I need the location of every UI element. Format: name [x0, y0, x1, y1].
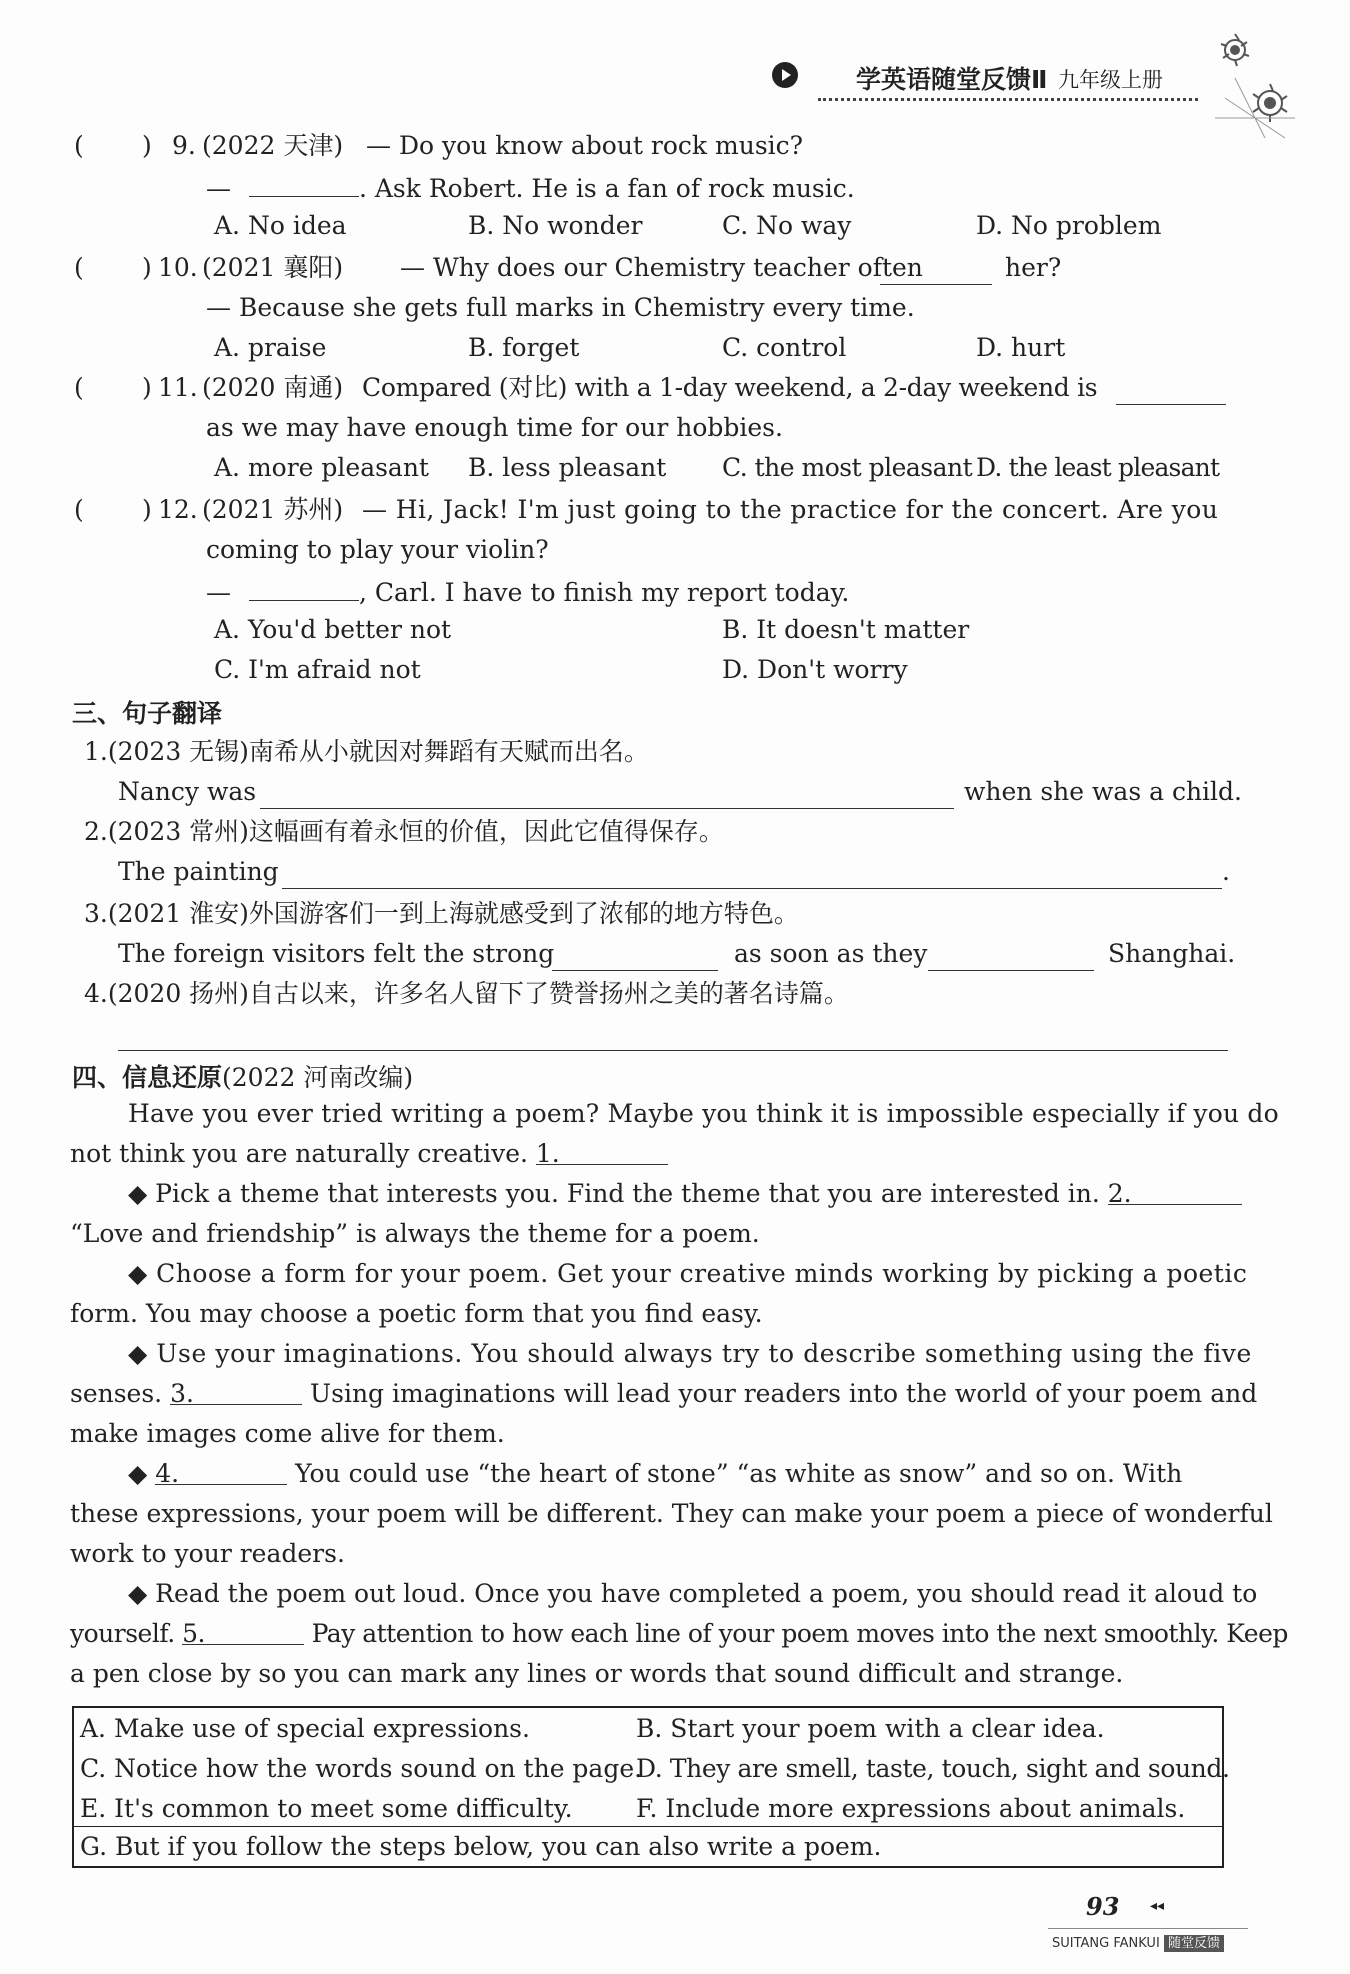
- s4-p6-line2: [70, 1618, 1288, 1650]
- q10-number: 10.: [158, 253, 198, 282]
- s4-p6-text-pre: yourself.: [70, 1619, 175, 1648]
- s4-blank-2-number: 2.: [1107, 1179, 1132, 1208]
- s4-p1-text: not think you are naturally creative.: [70, 1139, 528, 1168]
- s3-q1-suffix: when she was a child.: [964, 777, 1242, 806]
- s4-p2-line2: “Love and friendship” is always the theme for a poem.: [70, 1219, 760, 1248]
- section4-source: (2022 河南改编): [222, 1063, 414, 1092]
- header-divider: [818, 98, 1198, 101]
- s4-p3-line1: ◆ Choose a form for your poem. Get your creative minds working by picking a poetic: [128, 1259, 1248, 1288]
- s3-q3-answer-blank-2[interactable]: [928, 944, 1094, 971]
- q11-line2: as we may have enough time for our hobbies.: [206, 413, 783, 442]
- q12-source: (2021 苏州): [202, 495, 344, 524]
- q12-option-c: C. I'm afraid not: [214, 655, 421, 684]
- q9-source: (2022 天津): [202, 131, 344, 160]
- option-g: G. But if you follow the steps below, you can also write a poem.: [80, 1832, 882, 1861]
- q11-answer-blank[interactable]: [1116, 378, 1226, 405]
- q10-stem-after: her?: [1005, 253, 1062, 282]
- q9-option-b: B. No wonder: [468, 211, 643, 240]
- q11-source: (2020 南通): [202, 373, 344, 402]
- s3-q3-answer-blank-1[interactable]: [552, 944, 718, 971]
- s3-q3: 3.(2021 淮安)外国游客们一到上海就感受到了浓郁的地方特色。: [84, 899, 799, 928]
- q12-line3-text: , Carl. I have to finish my report today.: [358, 578, 850, 607]
- s4-p4-line3: make images come alive for them.: [70, 1419, 505, 1448]
- s3-q4-answer-blank[interactable]: [118, 1024, 1228, 1051]
- q10-option-d: D. hurt: [976, 333, 1066, 362]
- s3-q4: 4.(2020 扬州)自古以来，许多名人留下了赞誉扬州之美的著名诗篇。: [84, 979, 849, 1008]
- s3-q3-prefix: The foreign visitors felt the strong: [118, 939, 555, 968]
- q12-bracket-close: ): [142, 495, 152, 524]
- s3-q1: 1.(2023 无锡)南希从小就因对舞蹈有天赋而出名。: [84, 737, 649, 766]
- s4-p1-line1: Have you ever tried writing a poem? Maybe you think it is impossible especially if you do: [128, 1099, 1279, 1128]
- section4-heading: [72, 1058, 413, 1094]
- option-c: C. Notice how the words sound on the page.: [80, 1754, 643, 1783]
- footer-divider: [1048, 1928, 1248, 1929]
- q9-number: 9.: [172, 131, 196, 160]
- page-number: 93: [1086, 1892, 1120, 1921]
- q9-option-a: A. No idea: [214, 211, 347, 240]
- s3-q3-middle: as soon as they: [734, 939, 928, 968]
- s4-p5-text: You could use “the heart of stone” “as white as snow” and so on. With: [295, 1459, 1183, 1488]
- q11-stem: Compared (对比) with a 1-day weekend, a 2-day weekend is: [362, 373, 1098, 402]
- footer-badge: 随堂反馈: [1164, 1935, 1224, 1952]
- q12-option-d: D. Don't worry: [722, 655, 908, 684]
- q11-bracket-close: ): [142, 373, 152, 402]
- q10-bracket-open: (: [74, 253, 84, 282]
- s4-blank-5-number: 5.: [182, 1619, 205, 1648]
- decor-flower-icon: [1195, 18, 1305, 152]
- q9-line2-text: . Ask Robert. He is a fan of rock music.: [358, 174, 855, 203]
- options-box-divider: [74, 1826, 1222, 1827]
- q9-option-d: D. No problem: [976, 211, 1162, 240]
- footer-brand: [1052, 1932, 1224, 1951]
- q10-bracket-close: ): [142, 253, 152, 282]
- q9-bracket-open: (: [74, 131, 84, 160]
- q10-stem: — Why does our Chemistry teacher often: [400, 253, 923, 282]
- s3-q1-prefix: Nancy was: [118, 777, 257, 806]
- s3-q2-suffix: .: [1222, 857, 1230, 886]
- s3-q2-answer-blank[interactable]: [282, 862, 1222, 889]
- header-title: 学英语随堂反馈Ⅱ: [856, 65, 1048, 94]
- s3-q3-suffix: Shanghai.: [1108, 939, 1236, 968]
- q10-line2: — Because she gets full marks in Chemistry every time.: [206, 293, 915, 322]
- q12-line3: [206, 574, 849, 609]
- q11-option-a: A. more pleasant: [214, 453, 429, 482]
- q12-option-b: B. It doesn't matter: [722, 615, 970, 644]
- q12-line2: coming to play your violin?: [206, 535, 549, 564]
- s4-p5-line2: these expressions, your poem will be different. They can make your poem a piece of wonderful: [70, 1499, 1273, 1528]
- options-box: [72, 1706, 1230, 1868]
- q12-dash: —: [206, 578, 231, 607]
- q9-answer-blank[interactable]: [249, 170, 359, 197]
- s4-blank-4-number: 4.: [155, 1459, 180, 1488]
- s4-p2-line1: [128, 1178, 1242, 1210]
- s3-q2-prefix: The painting: [118, 857, 279, 886]
- q12-answer-blank[interactable]: [249, 574, 359, 601]
- header-subtitle: 九年级上册: [1058, 68, 1163, 92]
- q10-source: (2021 襄阳): [202, 253, 344, 282]
- s4-p6-line3: a pen close by so you can mark any lines or words that sound difficult and strange.: [70, 1659, 1124, 1688]
- s4-p1-line2: [70, 1138, 668, 1170]
- q9-bracket-close: ): [142, 131, 152, 160]
- s4-blank-2[interactable]: [1107, 1178, 1242, 1208]
- section4-title: 四、信息还原: [72, 1063, 223, 1092]
- q11-bracket-open: (: [74, 373, 84, 402]
- q9-option-c: C. No way: [722, 211, 852, 240]
- q11-option-d: D. the least pleasant: [976, 453, 1220, 482]
- s4-p5-line1: [128, 1458, 1182, 1490]
- option-a: A. Make use of special expressions.: [80, 1714, 530, 1743]
- q9-stem: — Do you know about rock music?: [366, 131, 804, 160]
- arrows-icon: ◂◂: [1150, 1898, 1165, 1914]
- q10-option-a: A. praise: [214, 333, 327, 362]
- s4-blank-4[interactable]: [155, 1458, 287, 1488]
- s4-p4-line1: ◆ Use your imaginations. You should always try to describe something using the five: [128, 1339, 1252, 1368]
- s4-blank-3-number: 3.: [170, 1379, 194, 1408]
- q12-bracket-open: (: [74, 495, 84, 524]
- s4-p5-line3: work to your readers.: [70, 1539, 345, 1568]
- s4-blank-3[interactable]: [170, 1378, 302, 1408]
- q10-option-b: B. forget: [468, 333, 580, 362]
- q12-option-a: A. You'd better not: [214, 615, 452, 644]
- s4-p4-line2: [70, 1378, 1257, 1410]
- q11-option-b: B. less pleasant: [468, 453, 667, 482]
- q12-stem: — Hi, Jack! I'm just going to the practice for the concert. Are you: [362, 495, 1219, 524]
- option-b: B. Start your poem with a clear idea.: [636, 1714, 1105, 1743]
- s4-p3-line2: form. You may choose a poetic form that you find easy.: [70, 1299, 763, 1328]
- s4-p6-line1: ◆ Read the poem out loud. Once you have completed a poem, you should read it aloud to: [128, 1579, 1258, 1608]
- s4-p6-text-post: Pay attention to how each line of your poem moves into the next smoothly. Keep: [311, 1619, 1288, 1648]
- q12-number: 12.: [158, 495, 198, 524]
- section3-heading: 三、句子翻译: [72, 699, 223, 728]
- s3-q2: 2.(2023 常州)这幅画有着永恒的价值，因此它值得保存。: [84, 817, 724, 846]
- s4-blank-5[interactable]: [182, 1618, 304, 1648]
- s4-p2-text: ◆ Pick a theme that interests you. Find the theme that you are interested in.: [128, 1179, 1100, 1208]
- s4-p4-text-pre: senses.: [70, 1379, 163, 1408]
- q9-dash: —: [206, 174, 231, 203]
- option-f: F. Include more expressions about animals.: [636, 1794, 1186, 1823]
- option-e: E. It's common to meet some difficulty.: [80, 1794, 573, 1823]
- s4-blank-1[interactable]: [535, 1138, 668, 1168]
- q11-number: 11.: [158, 373, 198, 402]
- s4-blank-1-number: 1.: [535, 1139, 560, 1168]
- q10-answer-blank[interactable]: [880, 258, 992, 285]
- s4-p4-text-post: Using imaginations will lead your readers into the world of your poem and: [310, 1379, 1258, 1408]
- q11-option-c: C. the most pleasant: [722, 453, 973, 482]
- play-icon: [772, 62, 798, 88]
- q9-line2: [206, 170, 855, 205]
- s3-q1-answer-blank[interactable]: [260, 782, 954, 809]
- s4-p5-bullet: ◆: [128, 1459, 148, 1488]
- q10-option-c: C. control: [722, 333, 847, 362]
- option-d: D. They are smell, taste, touch, sight and sound.: [636, 1754, 1230, 1783]
- footer-brand-text: SUITANG FANKUI: [1052, 1936, 1160, 1951]
